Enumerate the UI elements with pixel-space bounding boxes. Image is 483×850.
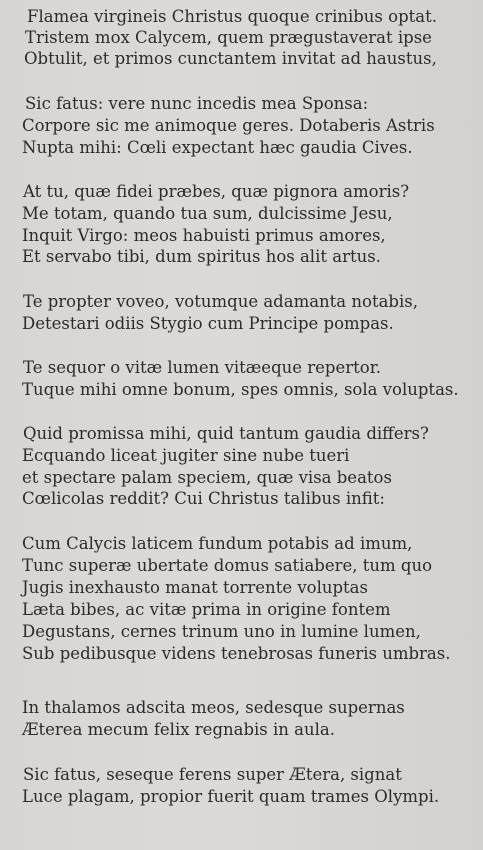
poem-line: Te propter voveo, votumque adamanta notabis, xyxy=(23,292,418,311)
poem-line: Tristem mox Calycem, quem prægustaverat ipse xyxy=(25,28,432,47)
poem-line: Flamea virgineis Christus quoque crinibus optat. xyxy=(27,7,437,26)
poem-line: Degustans, cernes trinum uno in lumine lumen, xyxy=(22,622,421,641)
poem-line: Te sequor o vitæ lumen vitæeque repertor. xyxy=(23,358,382,377)
poem-line: Detestari odiis Stygio cum Principe pompas. xyxy=(22,314,394,333)
poem-line: Corpore sic me animoque geres. Dotaberis Astris xyxy=(22,116,435,135)
poem-line: Sub pedibusque videns tenebrosas funeris umbras. xyxy=(22,644,451,663)
poem-line: Tunc superæ ubertate domus satiabere, tum quo xyxy=(22,556,433,575)
poem-line: Cum Calycis laticem fundum potabis ad imum, xyxy=(22,534,413,553)
poem-line: Luce plagam, propior fuerit quam trames Olympi. xyxy=(22,787,440,806)
poem-line: In thalamos adscita meos, sedesque supernas xyxy=(22,698,405,717)
poem-line: Inquit Virgo: meos habuisti primus amores, xyxy=(22,226,386,245)
poem-line: Nupta mihi: Cœli expectant hæc gaudia Cives. xyxy=(22,138,413,157)
poem-line: Jugis inexhausto manat torrente voluptas xyxy=(22,578,368,597)
poem-line: Me totam, quando tua sum, dulcissime Jesu, xyxy=(22,204,393,223)
poem-line: Quid promissa mihi, quid tantum gaudia differs? xyxy=(23,424,429,443)
poem-line: At tu, quæ fidei præbes, quæ pignora amoris? xyxy=(23,182,410,201)
poem-line: Cœlicolas reddit? Cui Christus talibus infit: xyxy=(22,489,385,508)
poem-line: Æterea mecum felix regnabis in aula. xyxy=(22,720,335,739)
poem-line: et spectare palam speciem, quæ visa beatos xyxy=(22,468,392,487)
poem-line: Læta bibes, ac vitæ prima in origine fontem xyxy=(22,600,391,619)
poem-line: Sic fatus: vere nunc incedis mea Sponsa: xyxy=(25,94,369,113)
poem-line: Ecquando liceat jugiter sine nube tueri xyxy=(22,446,350,465)
poem-line: Et servabo tibi, dum spiritus hos alit artus. xyxy=(22,247,381,266)
poem-line: Sic fatus, seseque ferens super Ætera, signat xyxy=(23,765,402,784)
poem-line: Tuque mihi omne bonum, spes omnis, sola voluptas. xyxy=(22,380,459,399)
poem-line: Obtulit, et primos cunctantem invitat ad haustus, xyxy=(24,49,437,68)
